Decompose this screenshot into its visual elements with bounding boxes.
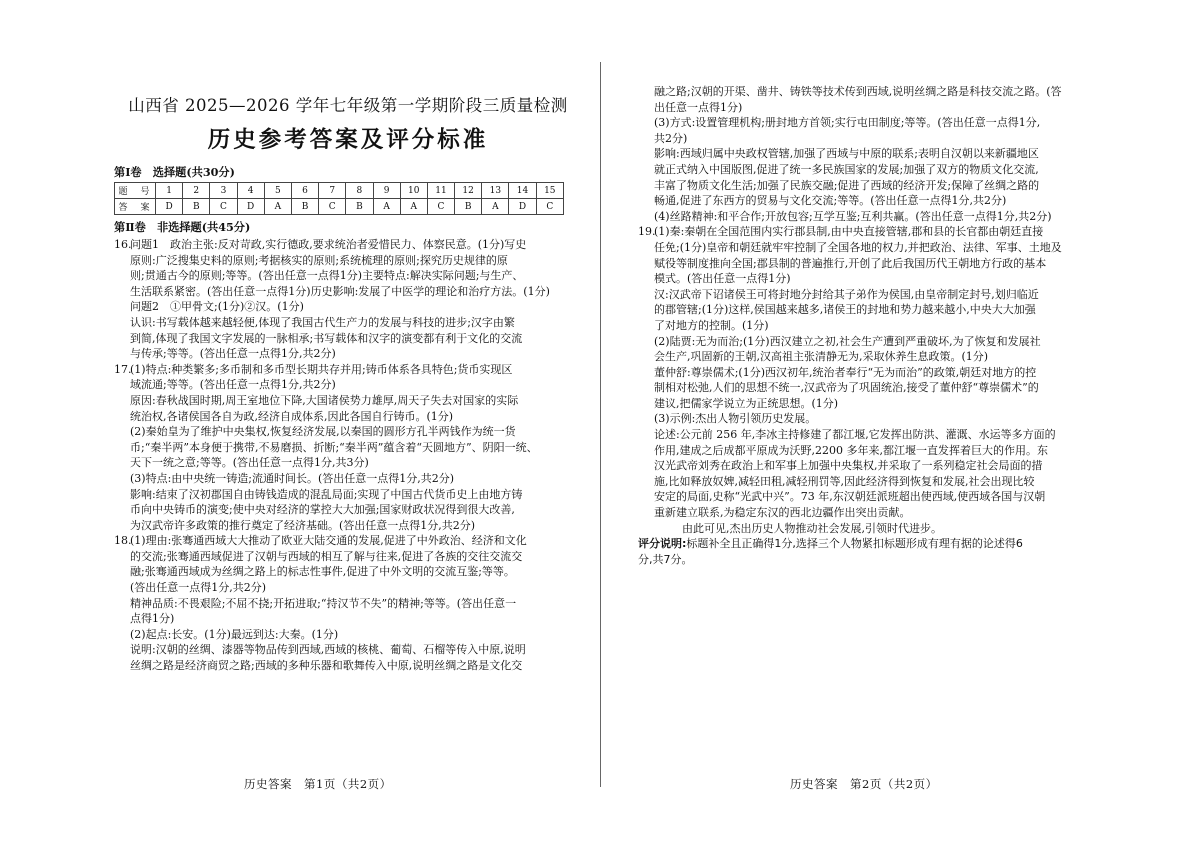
question-number-row (115, 183, 564, 199)
text-line: 汉:汉武帝下诏诸侯王可将封地分封给其子弟作为侯国,由皇帝制定封号,划归临近 (654, 287, 1039, 301)
text-line: (1)特点:种类繁多;多币制和多币型长期共存并用;铸币体系各具特色;货币实现区 (130, 362, 513, 376)
text-line: 重新建立联系,为稳定东汉的西北边疆作出突出贡献。 (654, 506, 911, 520)
row-label: 题 号 (115, 183, 156, 199)
table-cell: 10 (400, 183, 427, 199)
scoring-note (638, 536, 1096, 552)
text-line: 的交流;张骞通西域促进了汉朝与西域的相互了解与往来,促进了各族的交往交流交 (130, 549, 523, 563)
scoring-note-continued: 分,共7分。 (638, 552, 693, 566)
table-cell: 4 (237, 183, 264, 199)
text-line: (2)起点:长安。(1分)最远到达:大秦。(1分) (130, 627, 339, 641)
text-line: (答出任意一点得1分,共2分) (130, 581, 267, 595)
text-line: 施,比如释放奴婢,减轻田租,减轻刑罚等,因此经济得到恢复和发展,社会出现比较 (654, 474, 1035, 488)
text-line: 认识:书写载体越来越轻便,体现了我国古代生产力的发展与科技的进步;汉字由繁 (130, 315, 515, 329)
text-line: 论述:公元前 256 年,李冰主持修建了都江堰,它发挥出防洪、灌溉、水运等多方面的 (654, 428, 1056, 442)
text-line: (1)理由:张骞通西域大大推动了欧亚大陆交通的发展,促进了中外政治、经济和文化 (130, 534, 527, 548)
answer-body (130, 362, 582, 534)
table-cell: 1 (156, 183, 183, 199)
exam-header: 山西省 2025—2026 学年七年级第一学期阶段三质量检测 (128, 96, 568, 115)
conclusion-line: 由此可见,杰出历史人物推动社会发展,引领时代进步。 (682, 521, 942, 535)
part2-title: 第Ⅱ卷 非选择题(共45分) (114, 220, 251, 234)
text-line: 会生产,巩固新的王朝,汉高祖主张清静无为,采取休养生息政策。(1分) (654, 350, 989, 364)
table-cell: B (346, 199, 373, 215)
row-label: 答 案 (115, 199, 156, 215)
page-footer: 历史答案 第1页（共2页） (244, 777, 392, 791)
text-line: 币;“秦半两”本身便于携带,不易磨损、折断;“秦半两”蕴含着“天圆地方”、阴阳一统、 (130, 440, 538, 454)
text-line: 统治权,各诸侯国各自为政,经济自成体系,因此各国自行铸币。(1分) (130, 409, 454, 423)
table-cell: 14 (509, 183, 536, 199)
table-cell: C (427, 199, 454, 215)
text-line: 域流通;等等。(答出任意一点得1分,共2分) (130, 378, 336, 392)
text-line: (4)丝路精神:和平合作;开放包容;互学互鉴;互利共赢。(答出任意一点得1分,共2分) (654, 209, 1052, 223)
answer-row (115, 199, 564, 215)
text-line: 影响:西域归属中央政权管辖,加强了西域与中原的联系;表明自汉朝以来新疆地区 (654, 147, 1039, 161)
text-line: 天下一统之意;等等。(答出任意一点得1分,共3分) (130, 456, 369, 470)
text-line: (3)示例:杰出人物引领历史发展。 (654, 412, 817, 426)
question-number: 16. (114, 238, 132, 251)
text-line: (2)秦始皇为了维护中央集权,恢复经济发展,以秦国的圆形方孔半两钱作为统一货 (130, 425, 516, 439)
table-cell: C (319, 199, 346, 215)
text-line: (1)秦:秦朝在全国范围内实行郡县制,由中央直接管辖,郡和县的长官都由朝廷直接 (654, 225, 1044, 239)
table-cell: B (455, 199, 482, 215)
text-line: 为汉武帝许多政策的推行奠定了经济基础。(答出任意一点得1分,共2分) (130, 518, 476, 532)
table-cell: A (373, 199, 400, 215)
table-cell: 3 (210, 183, 237, 199)
table-cell: 15 (536, 183, 563, 199)
table-cell: D (156, 199, 183, 215)
text-line: 畅通,促进了东西方的贸易与文化交流;等等。(答出任意一点得1分,共2分) (654, 194, 1007, 208)
answer-table (114, 182, 564, 215)
text-line: 丰富了物质文化生活;加强了民族交融;促进了西域的经济开发;保障了丝绸之路的 (654, 178, 1040, 192)
text-line: 则;贯通古今的原则;等等。(答出任意一点得1分)主要特点:解决实际问题;与生产、 (130, 269, 524, 283)
text-line: 就正式纳入中国版图,促进了统一多民族国家的发展;加强了双方的物质文化交流, (654, 162, 1039, 176)
question-18 (114, 533, 582, 673)
text-line: 丝绸之路是经济商贸之路;西域的多种乐器和歌舞传入中原,说明丝绸之路是文化交 (130, 659, 523, 673)
text-line: 的郡管辖;(1分)这样,侯国越来越多,诸侯王的封地和势力越来越小,中央大大加强 (654, 303, 1036, 317)
text-line: 模式。(答出任意一点得1分) (654, 272, 791, 286)
table-cell: 2 (183, 183, 210, 199)
table-cell: 9 (373, 183, 400, 199)
question-16 (114, 237, 582, 362)
text-line: (3)特点:由中央统一铸造;流通时间长。(答出任意一点得1分,共2分) (130, 471, 455, 485)
table-cell: C (210, 199, 237, 215)
table-cell: A (400, 199, 427, 215)
question-number: 17. (114, 362, 132, 376)
table-cell: 5 (264, 183, 291, 199)
text-line: 共2分) (654, 131, 688, 145)
answer-body (130, 237, 582, 362)
text-line: 生活联系紧密。(答出任意一点得1分)历史影响:发展了中医学的理论和治疗方法。(1分) (130, 284, 550, 298)
text-line: 董仲舒:尊崇儒术;(1分)西汉初年,统治者奉行“无为而治”的政策,朝廷对地方的控 (654, 365, 1037, 379)
question-19 (638, 224, 1096, 536)
table-cell: B (183, 199, 210, 215)
table-cell: 11 (427, 183, 454, 199)
text-line: 说明:汉朝的丝绸、漆器等物品传到西域,西域的核桃、葡萄、石榴等传入中原,说明 (130, 643, 526, 657)
table-cell: D (509, 199, 536, 215)
table-cell: 7 (319, 183, 346, 199)
text-line: 融之路;汉朝的开渠、凿井、铸铁等技术传到西域,说明丝绸之路是科技交流之路。(答 (654, 85, 1062, 98)
table-cell: A (482, 199, 509, 215)
text-line: 了对地方的控制。(1分) (654, 318, 769, 332)
table-cell: 6 (291, 183, 318, 199)
text-line: 作用,建成之后成都平原成为沃野,2200 多年来,都江堰一直发挥着巨大的作用。东 (654, 443, 1048, 457)
text-line: 点得1分) (130, 612, 175, 626)
document-title: 历史参考答案及评分标准 (207, 127, 489, 153)
text-line: 币向中央铸币的演变;使中央对经济的掌控大大加强;国家财政状况得到很大改善, (130, 503, 515, 517)
text-line: (2)陆贾:无为而治;(1分)西汉建立之初,社会生产遭到严重破坏,为了恢复和发展社 (654, 334, 1041, 348)
text-line: 安定的局面,史称“光武中兴”。73 年,东汉朝廷派班超出使西域,使西域各国与汉朝 (654, 490, 1046, 504)
page-2 (600, 0, 1200, 849)
text-line: 制相对松弛,人们的思想不统一,汉武帝为了巩固统治,接受了董仲舒“尊崇儒术”的 (654, 381, 1039, 395)
table-cell: D (237, 199, 264, 215)
table-cell: B (291, 199, 318, 215)
page-footer: 历史答案 第2页（共2页） (790, 777, 938, 791)
part1-title: 第Ⅰ卷 选择题(共30分) (114, 165, 235, 179)
text-line: 与传承;等等。(答出任意一点得1分,共2分) (130, 347, 336, 361)
text-line: 到简,体现了我国文字发展的一脉相承;书写载体和汉字的演变都有利于文化的交流 (130, 331, 523, 345)
text-line: 出任意一点得1分) (654, 100, 743, 114)
question-number: 19. (638, 225, 656, 239)
question-number: 18. (114, 534, 132, 548)
text-line: 赋役等制度推向全国;郡县制的普遍推行,开创了此后我国历代王朝地方行政的基本 (654, 256, 1047, 270)
text-line: 汉光武帝刘秀在政治上和军事上加强中央集权,并采取了一系列稳定社会局面的措 (654, 459, 1043, 473)
question-17 (114, 362, 582, 534)
scoring-note-label: 评分说明: (638, 537, 687, 551)
answer-body (654, 224, 1096, 536)
answer-body (130, 533, 582, 673)
text-line: 问题1 政治主张:反对苛政,实行德政,要求统治者爱惜民力、体察民意。(1分)写史 (130, 238, 527, 251)
text-line: 任免;(1分)皇帝和朝廷就牢牢控制了全国各地的权力,并把政治、法律、军事、土地及 (654, 240, 1062, 254)
text-line: 融;张骞通西域成为丝绸之路上的标志性事件,促进了中外文明的交流互鉴;等等。 (130, 565, 515, 579)
text-line: (3)方式:设置管理机构;册封地方首领;实行屯田制度;等等。(答出任意一点得1分, (654, 116, 1041, 130)
table-cell: A (264, 199, 291, 215)
table-cell: C (536, 199, 563, 215)
table-cell: 12 (455, 183, 482, 199)
text-line: 精神品质:不畏艰险;不屈不挠;开拓进取;“持汉节不失”的精神;等等。(答出任意一 (130, 596, 517, 610)
text-line: 建议,把儒家学说立为正统思想。(1分) (654, 396, 839, 410)
text-line: 问题2 ①甲骨文;(1分)②汉。(1分) (130, 300, 304, 314)
question-18-continued (638, 84, 1096, 224)
table-cell: 13 (482, 183, 509, 199)
scoring-note-text: 标题补全且正确得1分,选择三个人物紧扣标题形成有理有据的论述得6 (686, 537, 1023, 551)
text-line: 影响:结束了汉初郡国自由铸钱造成的混乱局面;实现了中国古代货币史上由地方铸 (130, 487, 523, 501)
text-line: 原则:广泛搜集史料的原则;考据核实的原则;系统梳理的原则;探究历史规律的原 (130, 253, 508, 267)
text-line: 原因:春秋战国时期,周王室地位下降,大国诸侯势力雄厚,周天子失去对国家的实际 (130, 393, 519, 407)
table-cell: 8 (346, 183, 373, 199)
